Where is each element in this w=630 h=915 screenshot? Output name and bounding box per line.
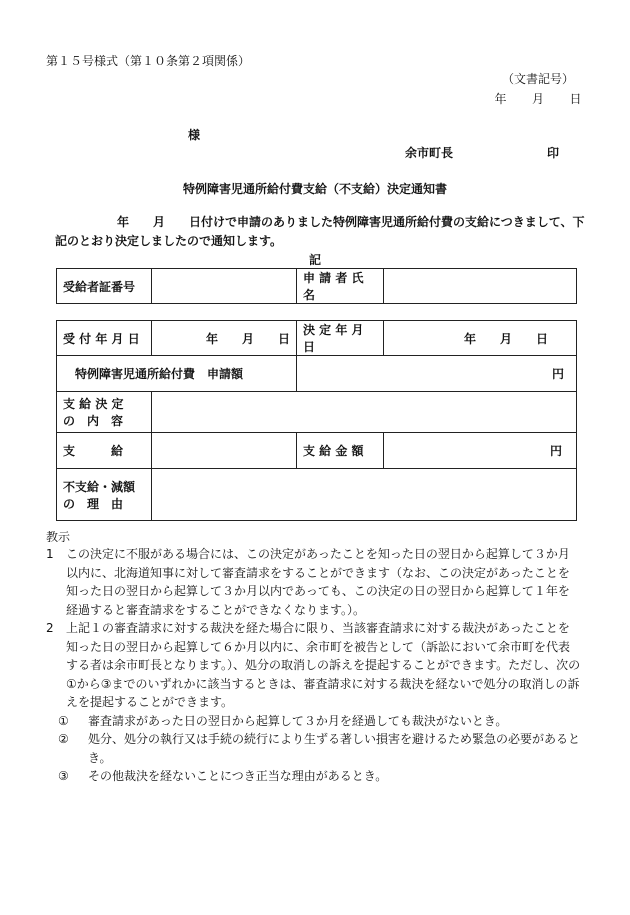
decision-content-label bbox=[57, 392, 152, 433]
decision-table bbox=[56, 320, 577, 521]
instruction-sub-3-text: その他裁決を経ないことにつき正当な理由があるとき。 bbox=[88, 769, 388, 783]
notice-body bbox=[55, 213, 585, 251]
instruction-sub-1-text: 審査請求があった日の翌日から起算して３か月を経過しても裁決がないとき。 bbox=[88, 713, 508, 728]
instruction-item-2-number: 2 bbox=[46, 621, 54, 635]
document-code: （文書記号） bbox=[501, 72, 574, 86]
application-amount-label: 特例障害児通所給付費 申請額 bbox=[57, 356, 297, 392]
addressee-suffix: 様 bbox=[188, 128, 201, 142]
payment-amount-label: 支 給 金 額 bbox=[297, 433, 384, 469]
received-date-value: 年 月 日 bbox=[152, 321, 297, 356]
reason-label-line2: の 理 由 bbox=[63, 496, 124, 511]
recipient-no-label: 受給者証番号 bbox=[57, 269, 152, 304]
notice-body-line1: 年 月 日付けで申請のありました特例障害児通所給付費の支給につきまして、下 bbox=[117, 215, 585, 229]
instruction-sub-2-number: ② bbox=[58, 732, 69, 746]
instruction-sub-2-text: 処分、処分の執行又は手続の続行により生ずる著しい損害を避けるため緊急の必要があるとき。 bbox=[88, 732, 581, 765]
instruction-sub-2 bbox=[46, 730, 581, 767]
instruction-sub-1-number: ① bbox=[58, 713, 69, 728]
decision-content-value bbox=[152, 392, 577, 433]
recipient-no-value bbox=[152, 269, 297, 304]
payment-label: 支 給 bbox=[57, 433, 152, 469]
instruction-sub-3-number: ③ bbox=[58, 769, 69, 783]
reason-label bbox=[57, 469, 152, 521]
issuer-name: 余市町長 bbox=[405, 146, 454, 160]
reason-label-line1: 不支給・減額 bbox=[63, 479, 136, 494]
payment-amount-yen: 円 bbox=[384, 433, 577, 469]
decision-date-label: 決 定 年 月 日 bbox=[297, 321, 384, 356]
ki-marker: 記 bbox=[308, 253, 321, 267]
document-date: 年 月 日 bbox=[494, 92, 582, 106]
applicant-name-value bbox=[384, 269, 577, 304]
instruction-sub-3 bbox=[46, 767, 581, 786]
instruction-item-1 bbox=[46, 545, 581, 619]
decision-date-value: 年 月 日 bbox=[384, 321, 577, 356]
decision-content-label-line2: の 内 容 bbox=[63, 414, 124, 428]
applicant-name-label: 申 請 者 氏 名 bbox=[297, 269, 384, 304]
received-date-label: 受 付 年 月 日 bbox=[57, 321, 152, 356]
document-title: 特例障害児通所給付費支給（不支給）決定通知書 bbox=[182, 182, 447, 196]
instruction-item-1-text: この決定に不服がある場合には、この決定があったことを知った日の翌日から起算して３か月以内に、北海道知事に対して審査請求をすることができます（なお、この決定があったことを知った日の翌日から起算して３か月以内であっても、この決定の日の翌日から起算して１年を経過すると審査請求をすることができなくなります。）。 bbox=[66, 547, 570, 617]
applicant-table bbox=[56, 268, 577, 304]
decision-content-label-line1: 支 給 決 定 bbox=[63, 397, 124, 411]
payment-value bbox=[152, 433, 297, 469]
instructions-heading: 教示 bbox=[46, 530, 71, 544]
application-amount-yen: 円 bbox=[297, 356, 577, 392]
instruction-item-2 bbox=[46, 619, 581, 712]
instructions bbox=[46, 545, 581, 786]
form-number: 第１５号様式（第１０条第２項関係） bbox=[46, 54, 251, 68]
instruction-sub-1 bbox=[46, 712, 581, 731]
notice-body-line2: 記のとおり決定しましたので通知します。 bbox=[55, 234, 283, 248]
instruction-item-2-text: 上記１の審査請求に対する裁決を経た場合に限り、当該審査請求に対する裁決があったことを知った日の翌日から起算して６か月以内に、余市町を被告として（訴訟において余市町を代表する者は余市町長となります。）、処分の取消しの訴えを提起することができます。ただし、次の①から③までのいずれかに該当するときは、審査請求に対する裁決を経ないで処分の取消しの訴えを提起することができます。 bbox=[66, 621, 581, 709]
instruction-item-1-number: 1 bbox=[46, 547, 54, 561]
seal-mark: 印 bbox=[547, 146, 560, 160]
reason-value bbox=[152, 469, 577, 521]
